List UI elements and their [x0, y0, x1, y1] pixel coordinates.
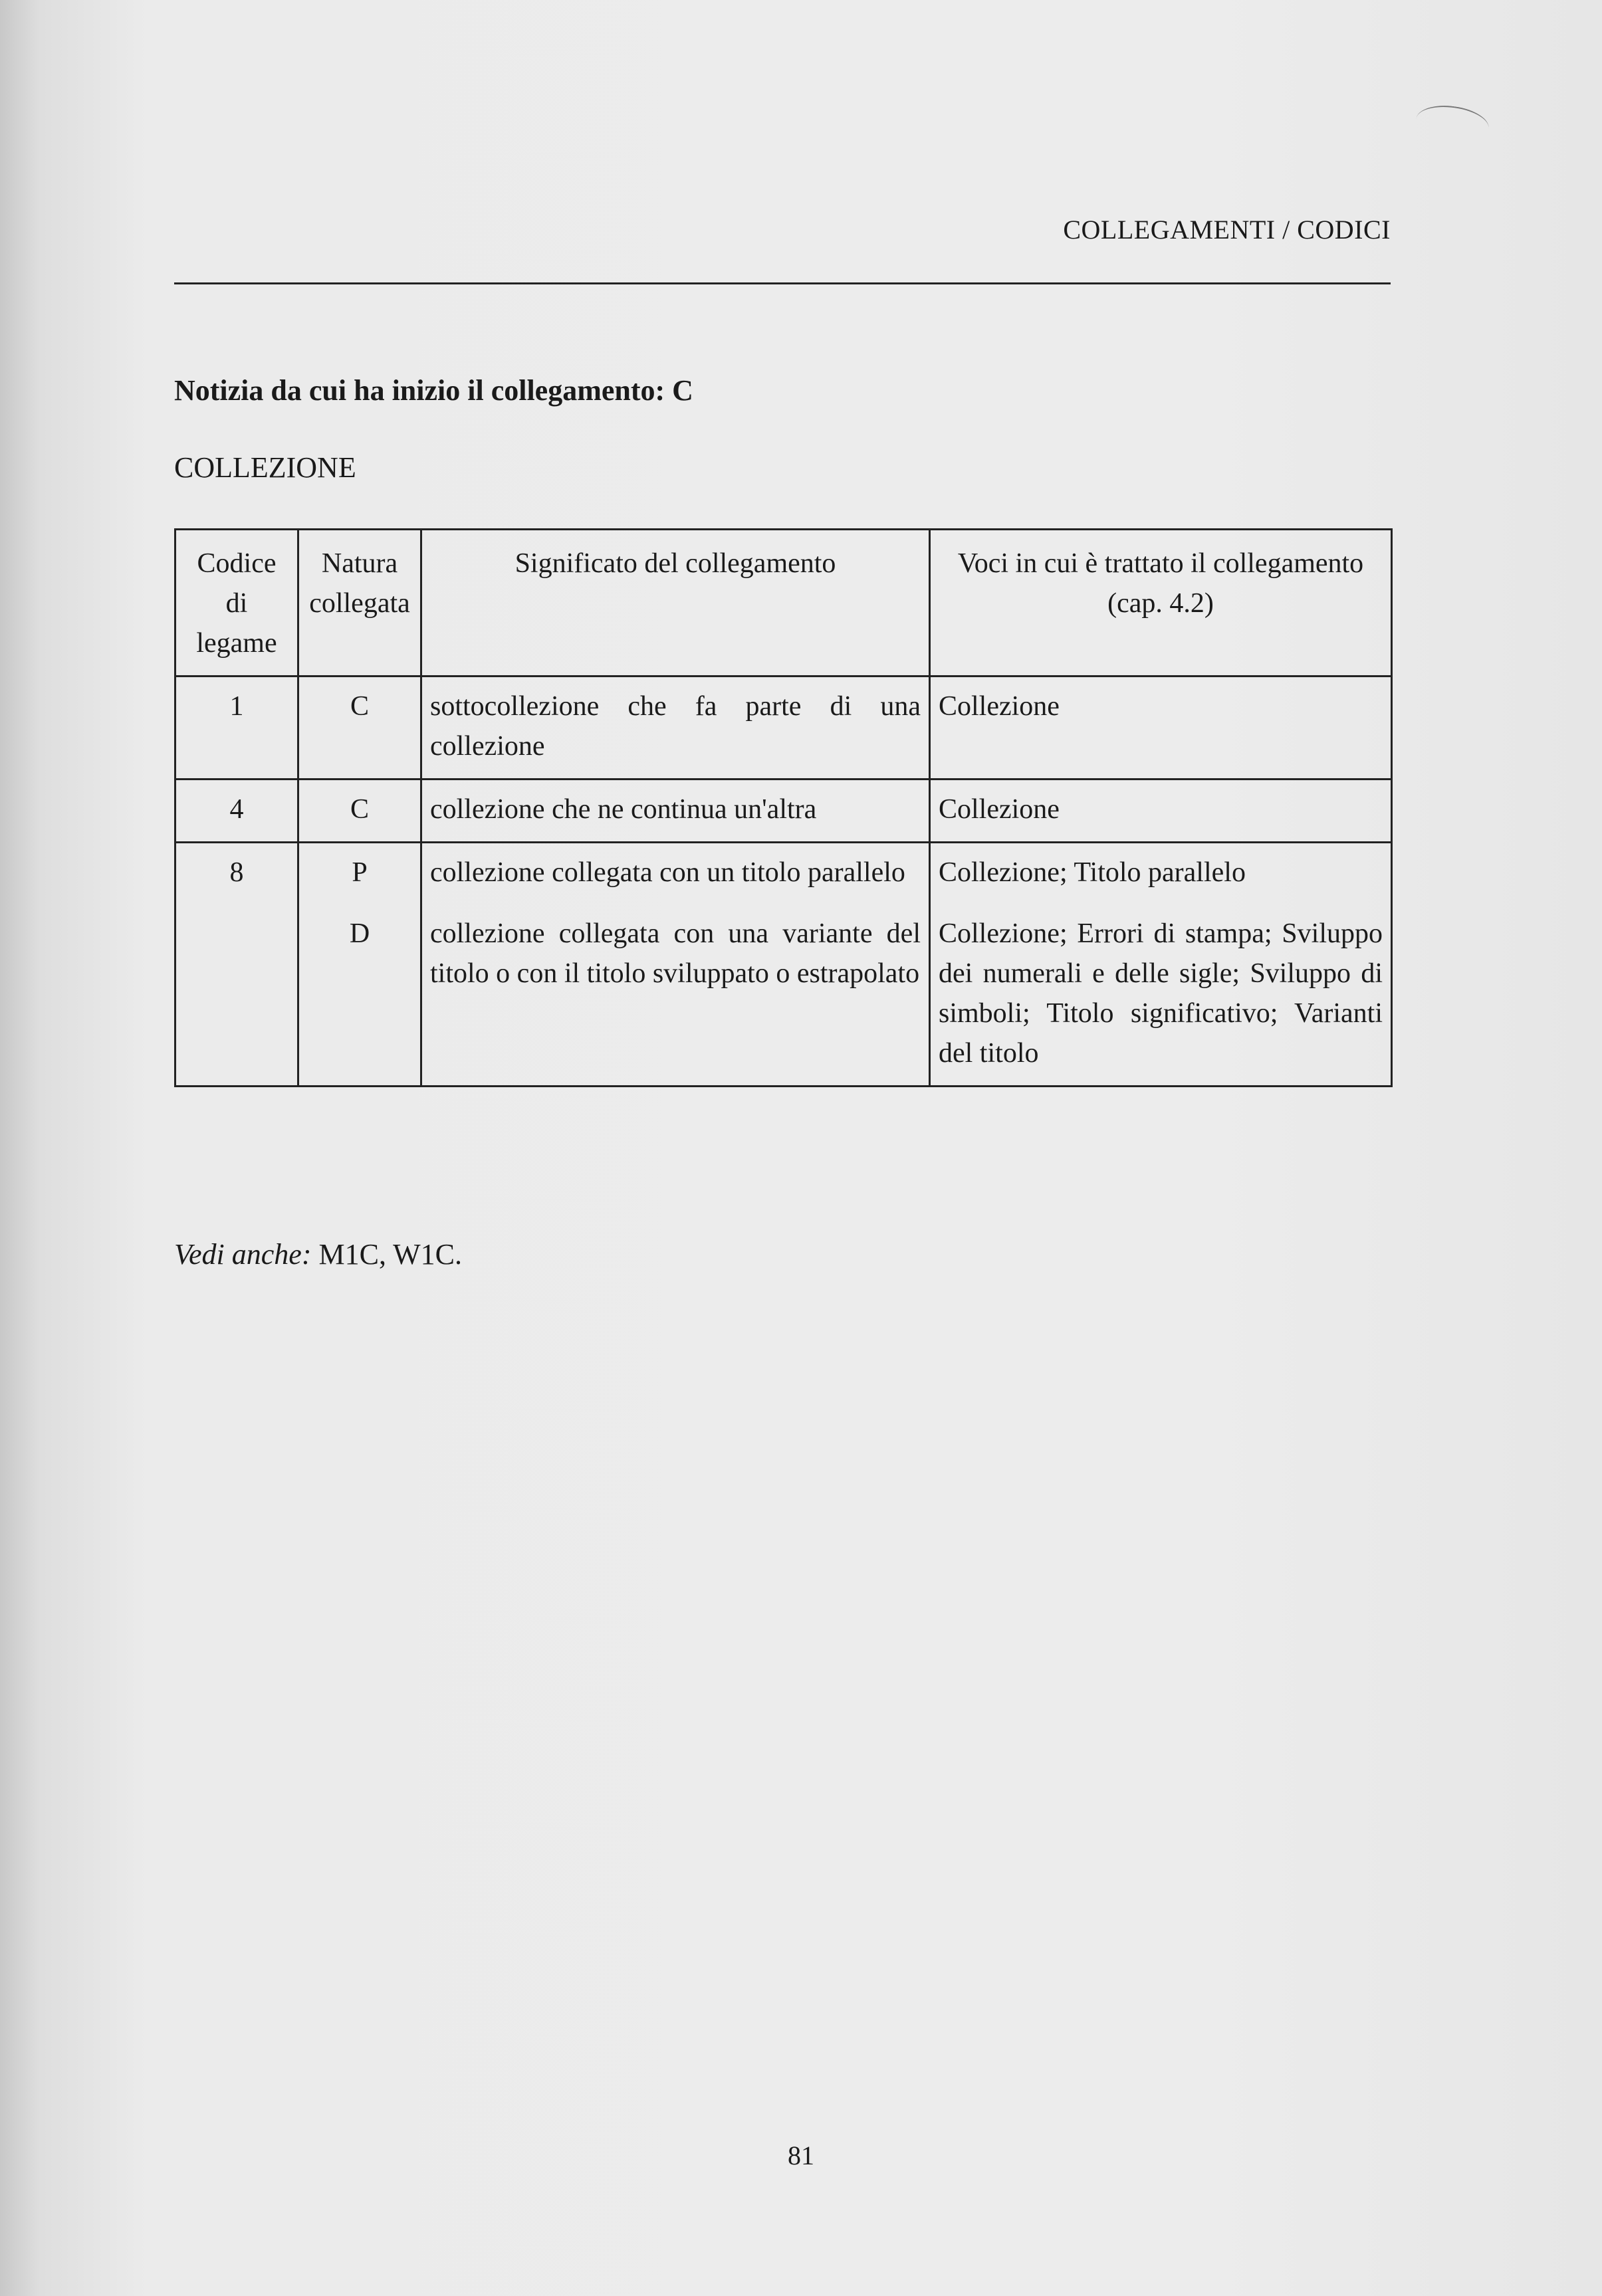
cell-entries: Collezione; Titolo parallelo	[930, 843, 1392, 905]
cell-nature: C	[298, 677, 421, 780]
section-title: COLLEZIONE	[174, 451, 356, 484]
header-rule	[174, 282, 1391, 284]
cell-code: 1	[175, 677, 298, 780]
table-row	[175, 904, 1392, 1087]
section-heading: Notizia da cui ha inizio il collegamento: C	[174, 374, 693, 407]
cell-meaning: collezione collegata con una variante del titolo o con il titolo sviluppato o estrapolato	[421, 904, 930, 1087]
table-row	[175, 677, 1392, 780]
header-entries: Voci in cui è trattato il collegamento (cap. 4.2)	[930, 530, 1392, 677]
cell-nature: D	[298, 904, 421, 1087]
table-row	[175, 843, 1392, 905]
header-meaning: Significato del collegamento	[421, 530, 930, 677]
cell-meaning: collezione che ne continua un'altra	[421, 780, 930, 843]
cell-code: 8	[175, 843, 298, 905]
table-header-row	[175, 530, 1392, 677]
see-also	[174, 1237, 462, 1271]
link-codes-table	[174, 528, 1393, 1087]
cell-entries: Collezione	[930, 677, 1392, 780]
cell-entries: Collezione; Errori di stampa; Sviluppo dei numerali e delle sigle; Sviluppo di simboli; Titolo significativo; Varianti del titolo	[930, 904, 1392, 1087]
running-head: COLLEGAMENTI / CODICI	[1063, 215, 1391, 245]
cell-code	[175, 904, 298, 1087]
cell-code: 4	[175, 780, 298, 843]
cell-nature: P	[298, 843, 421, 905]
see-also-refs: M1C, W1C.	[318, 1238, 463, 1271]
cell-meaning: collezione collegata con un titolo parallelo	[421, 843, 930, 905]
page-curl-mark	[1414, 102, 1491, 146]
cell-meaning: sottocollezione che fa parte di una collezione	[421, 677, 930, 780]
see-also-label: Vedi anche:	[174, 1238, 312, 1271]
cell-nature: C	[298, 780, 421, 843]
cell-entries: Collezione	[930, 780, 1392, 843]
header-nature: Natura collegata	[298, 530, 421, 677]
page-number: 81	[788, 2140, 814, 2170]
header-code: Codice di legame	[175, 530, 298, 677]
table-row	[175, 780, 1392, 843]
